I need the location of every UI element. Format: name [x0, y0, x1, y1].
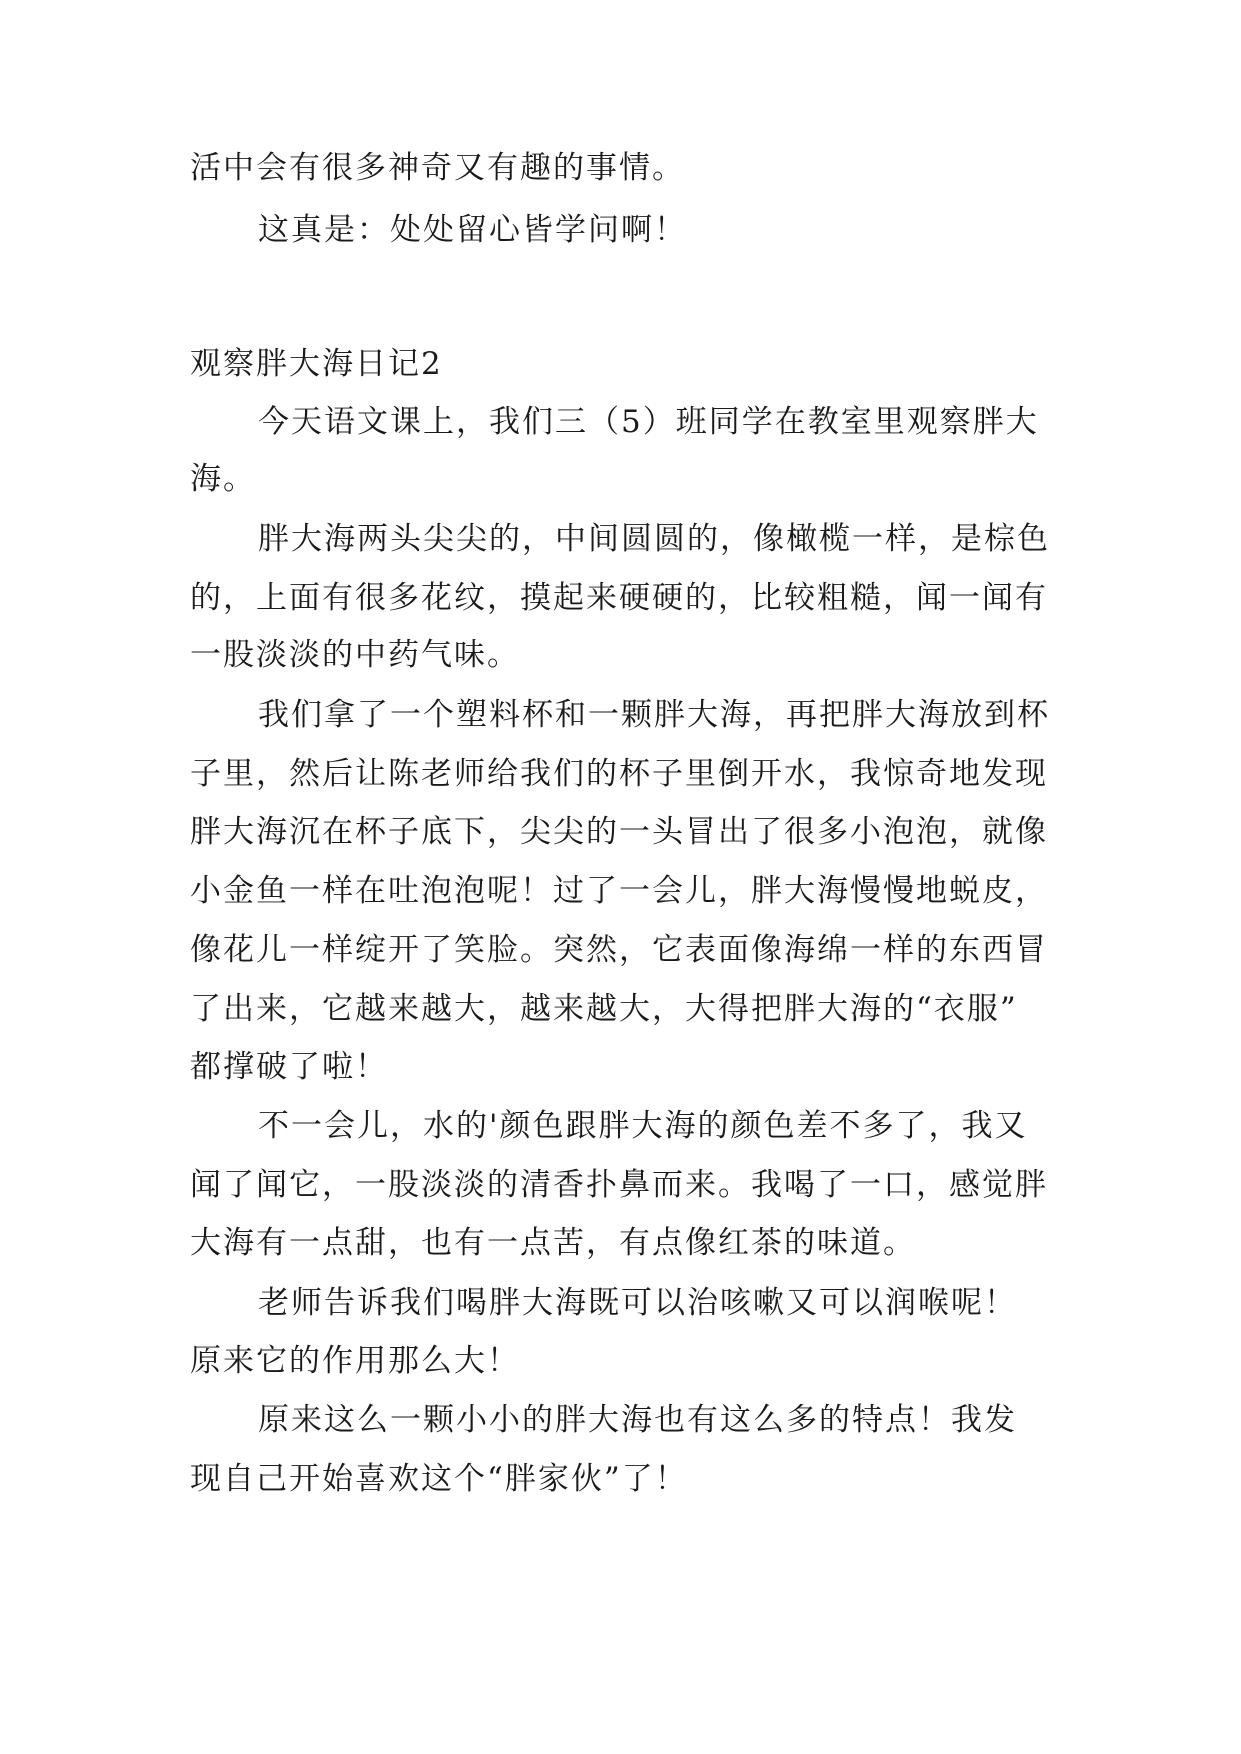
text-line: 今天语文课上，我们三（5）班同学在教室里观察胖大 — [258, 404, 1039, 440]
text-line: 这真是：处处留心皆学问啊！ — [258, 212, 687, 248]
text-line: 都撑破了啦！ — [190, 1049, 388, 1085]
text-line: 原来这么一颗小小的胖大海也有这么多的特点！我发 — [258, 1402, 1017, 1438]
text-line: 像花儿一样绽开了笑脸。突然，它表面像海绵一样的东西冒 — [190, 932, 1048, 968]
text-line: 小金鱼一样在吐泡泡呢！过了一会儿，胖大海慢慢地蜕皮， — [190, 873, 1048, 909]
text-line: 原来它的作用那么大！ — [190, 1343, 520, 1379]
text-line: 活中会有很多神奇又有趣的事情。 — [190, 150, 685, 186]
text-line: 的，上面有很多花纹，摸起来硬硬的，比较粗糙，闻一闻有 — [190, 580, 1048, 616]
text-line: 胖大海两头尖尖的，中间圆圆的，像橄榄一样，是棕色 — [258, 521, 1050, 557]
text-line: 了出来，它越来越大，越来越大，大得把胖大海的“衣服” — [190, 991, 1018, 1027]
text-line: 老师告诉我们喝胖大海既可以治咳嗽又可以润喉呢！ — [258, 1285, 1017, 1321]
text-line: 大海有一点甜，也有一点苦，有点像红茶的味道。 — [190, 1225, 916, 1261]
section-title: 观察胖大海日记2 — [190, 346, 443, 382]
text-line: 不一会儿，水的'颜色跟胖大海的颜色差不多了，我又 — [258, 1108, 1028, 1144]
text-line: 胖大海沉在杯子底下，尖尖的一头冒出了很多小泡泡，就像 — [190, 814, 1048, 850]
text-line: 一股淡淡的中药气味。 — [190, 637, 520, 673]
text-line: 子里，然后让陈老师给我们的杯子里倒开水，我惊奇地发现 — [190, 756, 1048, 792]
text-line: 我们拿了一个塑料杯和一颗胖大海，再把胖大海放到杯 — [258, 697, 1050, 733]
text-line: 闻了闻它，一股淡淡的清香扑鼻而来。我喝了一口，感觉胖 — [190, 1167, 1048, 1203]
text-line: 现自己开始喜欢这个“胖家伙”了！ — [190, 1461, 688, 1497]
text-line: 海。 — [190, 461, 256, 497]
